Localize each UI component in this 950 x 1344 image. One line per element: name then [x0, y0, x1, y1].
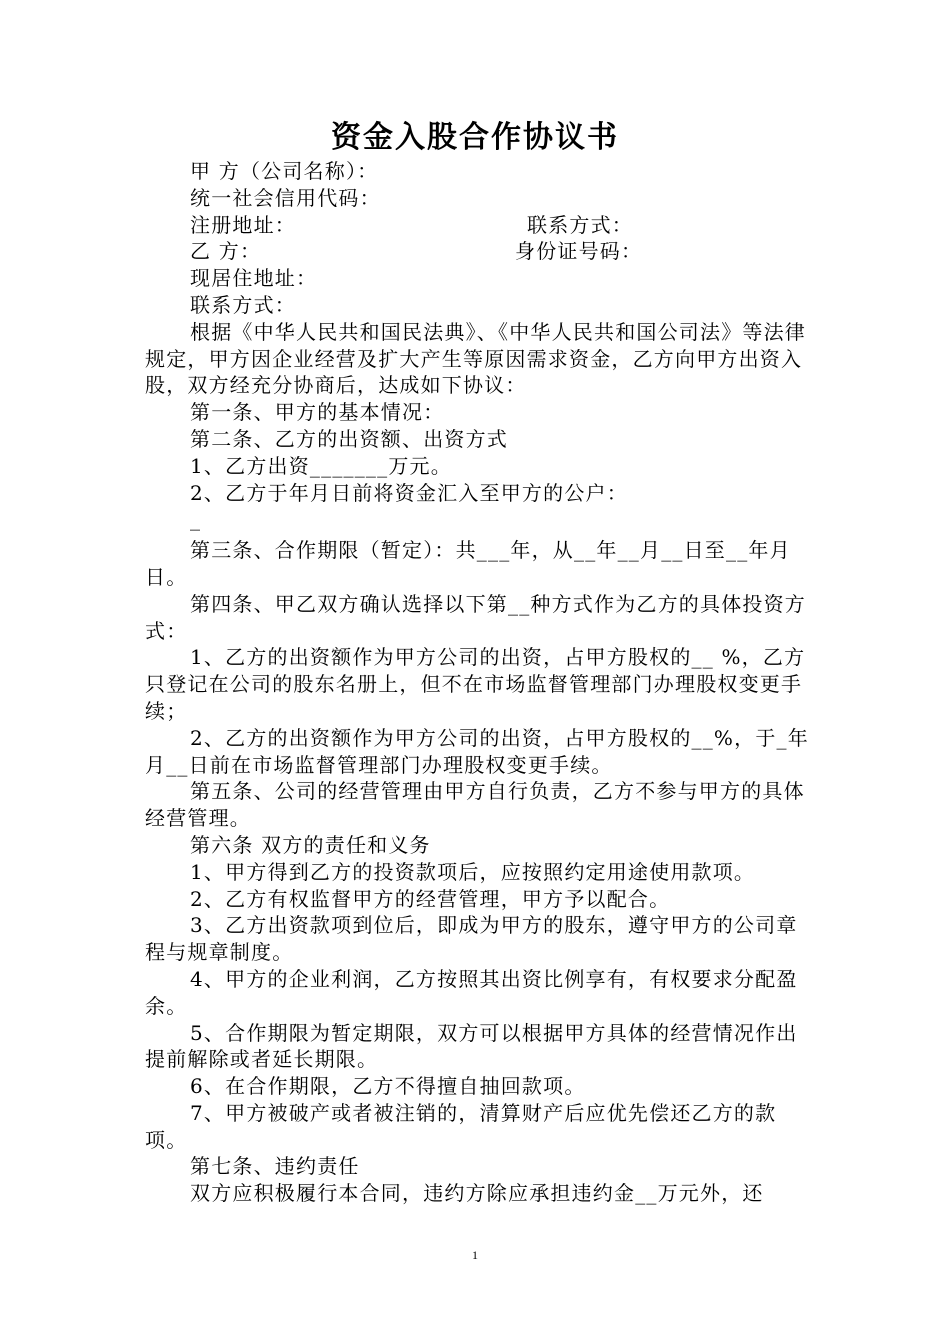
- party-b: 乙 方：: [190, 239, 262, 264]
- residence: 现居住地址：: [190, 266, 318, 291]
- article-2-item-2: 2、乙方于年月日前将资金汇入至甲方的公户：: [190, 480, 628, 505]
- id-number: 身份证号码：: [515, 239, 643, 264]
- contact-a: 联系方式：: [527, 212, 633, 237]
- page-number: 1: [472, 1248, 478, 1262]
- article-5: 第五条、公司的经营管理由甲方自行负责，乙方不参与甲方的具体经营管理。: [145, 779, 805, 831]
- article-2-item-1: 1、乙方出资_______万元。: [190, 453, 452, 478]
- article-6-item-4: 4、甲方的企业利润，乙方按照其出资比例享有，有权要求分配盈余。: [145, 966, 798, 1018]
- article-6: 第六条 双方的责任和义务: [190, 832, 431, 857]
- article-6-item-2: 2、乙方有权监督甲方的经营管理，甲方予以配合。: [190, 886, 671, 911]
- preamble: 根据《中华人民共和国民法典》、《中华人民共和国公司法》等法律规定，甲方因企业经营及扩大产生等原因需求资金，乙方向甲方出资入股，双方经充分协商后，达成如下协议：: [145, 319, 806, 398]
- article-4-item-2: 2、乙方的出资额作为甲方公司的出资，占甲方股权的__%，于_年月__日前在市场监督管理部门办理股权变更手续。: [145, 725, 809, 777]
- reg-address-row: [145, 212, 810, 239]
- credit-code: 统一社会信用代码：: [190, 185, 381, 210]
- article-6-item-6: 6、在合作期限，乙方不得擅自抽回款项。: [190, 1074, 586, 1099]
- article-7-text: 双方应积极履行本合同，违约方除应承担违约金__万元外，还: [190, 1181, 764, 1206]
- article-6-item-1: 1、甲方得到乙方的投资款项后，应按照约定用途使用款项。: [190, 859, 756, 884]
- article-2: 第二条、乙方的出资额、出资方式: [190, 426, 508, 451]
- contact-b: 联系方式：: [190, 292, 296, 317]
- account-blank: _: [190, 507, 202, 532]
- article-4-item-1: 1、乙方的出资额作为甲方公司的出资，占甲方股权的__ %，乙方只登记在公司的股东名册上，但不在市场监督管理部门办理股权变更手续；: [145, 645, 806, 723]
- article-3: 第三条、合作期限（暂定）：共___年，从__年__月__日至__年月日。: [145, 538, 791, 589]
- article-4: 第四条、甲乙双方确认选择以下第__种方式作为乙方的具体投资方式：: [145, 591, 806, 643]
- party-a-name: 甲 方（公司名称）：: [190, 159, 379, 183]
- document-body: [145, 158, 810, 1207]
- article-1: 第一条、甲方的基本情况：: [190, 400, 445, 425]
- article-6-item-5: 5、合作期限为暂定期限，双方可以根据甲方具体的经营情况作出提前解除或者延长期限。: [145, 1020, 798, 1072]
- document-title: 资金入股合作协议书: [331, 120, 619, 155]
- party-b-row: [145, 238, 810, 265]
- article-7: 第七条、违约责任: [190, 1154, 360, 1179]
- reg-address: 注册地址：: [190, 212, 296, 237]
- article-6-item-3: 3、乙方出资款项到位后，即成为甲方的股东，遵守甲方的公司章程与规章制度。: [145, 913, 798, 965]
- article-6-item-7: 7、甲方被破产或者被注销的，清算财产后应优先偿还乙方的款项。: [145, 1100, 777, 1152]
